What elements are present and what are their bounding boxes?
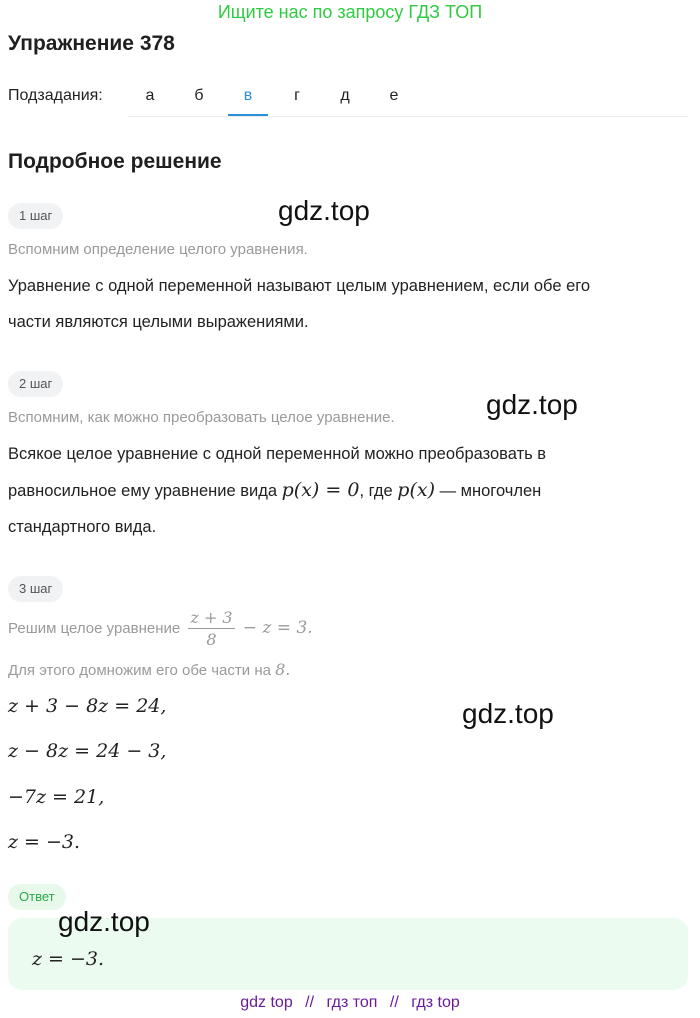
subtasks-label: Подзадания: <box>8 87 103 104</box>
footer-link-2[interactable]: гдз топ <box>326 994 378 1011</box>
math-p-of-x: p(x) <box>397 479 435 501</box>
step-3-badge: 3 шаг <box>8 576 63 602</box>
fraction: $\frac{z + 3}{8}$ <box>190 607 233 649</box>
watermark: gdz.top <box>486 389 578 420</box>
step-2-hint: Вспомним, как можно преобразовать целое уравнение. <box>8 409 395 426</box>
step-1-text: Уравнение с одной переменной называют целым уравнением, если обе его части являются целыми выражениями. <box>8 277 591 331</box>
answer-value: z = −3. <box>32 948 105 970</box>
step-1-hint: Вспомним определение целого уравнения. <box>8 241 308 258</box>
tab-d[interactable]: д <box>340 87 350 104</box>
solution-line-2: z − 8z = 24 − 3, <box>8 740 167 762</box>
tab-e[interactable]: е <box>389 87 399 104</box>
tab-v[interactable]: в <box>228 78 268 116</box>
footer-link-1[interactable]: gdz top <box>240 994 293 1011</box>
solution-line-1: z + 3 − 8z = 24, <box>8 695 167 717</box>
solution-line-4: z = −3. <box>8 831 81 853</box>
subtasks-tabs <box>128 78 688 117</box>
footer-separator: // <box>389 994 399 1011</box>
step-3-hint-2: Для этого домножим его обе части на 8. <box>8 660 291 679</box>
footer-link-3[interactable]: гдз top <box>411 994 460 1011</box>
step-1-badge: 1 шаг <box>8 203 63 229</box>
footer-links <box>0 994 700 1012</box>
step-2-text: Всякое целое уравнение с одной переменной можно преобразовать в равносильное ему уравнение вида p(x) = 0, где p(x) — многочлен стандартного вида. <box>8 445 547 536</box>
solution-line-3: −7z = 21, <box>8 786 105 808</box>
page-title: Упражнение 378 <box>8 32 175 55</box>
math-p-of-x-eq-0: p(x) = 0 <box>281 479 360 501</box>
step-3-hint: Решим целое уравнение $\frac{z + 3}{8}$ − z = 3. <box>8 607 313 649</box>
watermark: gdz.top <box>278 195 370 226</box>
watermark: gdz.top <box>58 906 150 937</box>
answer-badge: Ответ <box>8 884 66 910</box>
watermark: gdz.top <box>462 698 554 729</box>
tab-b[interactable]: б <box>194 87 204 104</box>
top-banner: Ищите нас по запросу ГДЗ ТОП <box>217 2 483 22</box>
step-2-badge: 2 шаг <box>8 371 63 397</box>
footer-separator: // <box>305 994 315 1011</box>
section-title: Подробное решение <box>8 150 222 173</box>
tab-a[interactable]: а <box>145 87 155 104</box>
tab-g[interactable]: г <box>294 87 300 104</box>
